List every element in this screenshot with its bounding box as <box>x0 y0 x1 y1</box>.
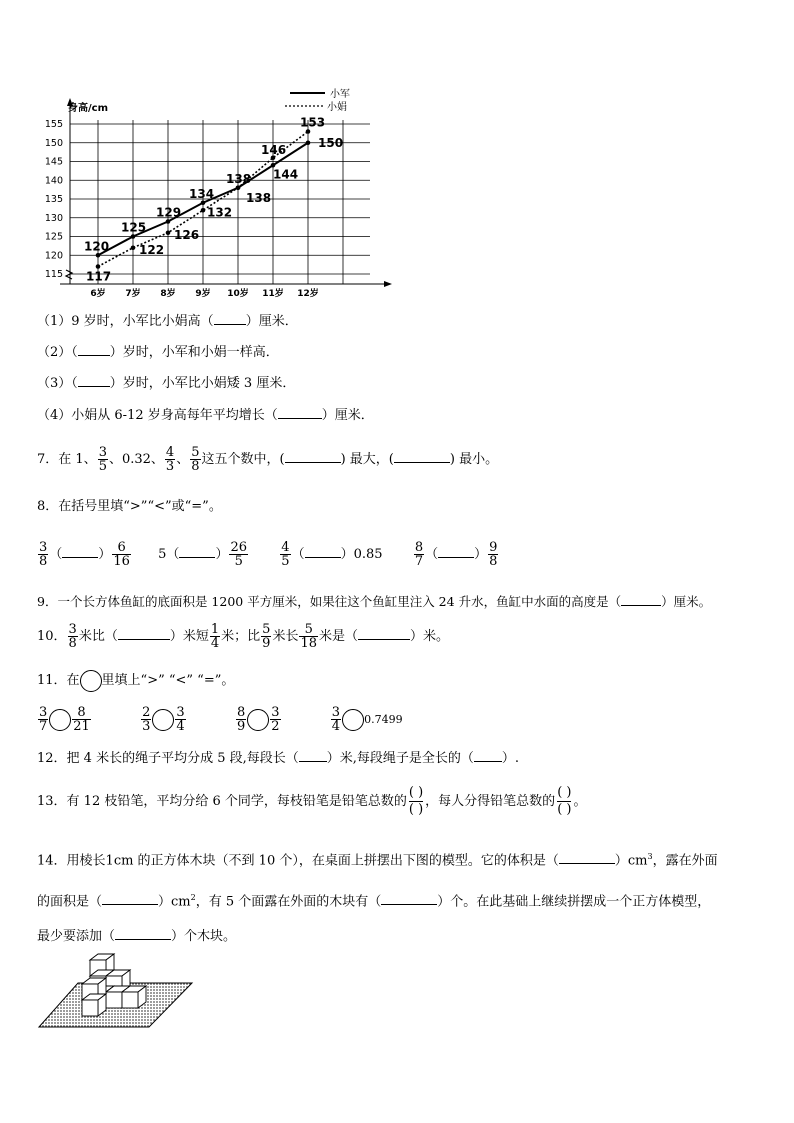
q8-3-blank[interactable] <box>305 545 341 558</box>
q9 <box>37 593 711 611</box>
data-label-series-2: 122 <box>139 242 165 257</box>
q8-1-right: $\frac{6}{16}$ <box>113 540 130 569</box>
q13-frac-blank-1[interactable]: $\frac{( )}{( )}$ <box>408 785 424 817</box>
legend-label-2: 小娟 <box>327 102 347 113</box>
q11-3-right: $\frac{3}{2}$ <box>271 705 280 734</box>
q13-frac-blank-2[interactable]: $\frac{( )}{( )}$ <box>557 785 572 817</box>
series-1-point <box>131 234 136 239</box>
data-label-series-1: 120 <box>84 239 110 254</box>
q8-2-right: $\frac{26}{5}$ <box>230 540 247 569</box>
q8-1-left: $\frac{3}{8}$ <box>39 540 48 569</box>
q8-2-blank[interactable] <box>179 545 215 558</box>
q12-c: ）. <box>501 751 520 766</box>
q6-1-blank[interactable] <box>214 312 246 325</box>
q7-frac-3: $\frac{5}{8}$ <box>191 445 200 474</box>
q6-2-blank[interactable] <box>78 343 110 356</box>
q11-title <box>37 669 234 693</box>
series-1-point <box>201 200 206 205</box>
q12-blank-1[interactable] <box>299 749 327 762</box>
q10-e: 米长 <box>272 629 299 644</box>
x-tick-label: 11岁 <box>262 289 284 299</box>
data-label-series-1: 129 <box>156 205 182 220</box>
data-label-series-2: 138 <box>246 190 272 205</box>
q10-frac-2: $\frac{1}{4}$ <box>210 622 220 651</box>
q14-blank-count[interactable] <box>381 892 437 905</box>
data-label-series-2: 117 <box>86 269 112 284</box>
q10 <box>37 617 449 657</box>
q6-4-end: ）厘米． <box>321 408 374 423</box>
q7-e: ) 最大，( <box>340 452 394 467</box>
q7-d: 这五个数中，( <box>201 452 285 467</box>
q8-4-right: $\frac{9}{8}$ <box>489 540 498 569</box>
q11-4-circle[interactable] <box>342 709 364 731</box>
q14-line-2: 的面积是（ ）$cm^2$，有 5 个面露在外面的木块有（ ）个。在此基础上继续拼摆成一个正方体模型， <box>37 893 711 910</box>
x-tick-label: 10岁 <box>227 289 249 299</box>
y-tick-label: 120 <box>44 250 63 262</box>
q11-1-right: $\frac{8}{21}$ <box>73 705 90 734</box>
data-label-series-2: 132 <box>207 205 233 220</box>
q8-items: $\frac{3}{8}$ （ ） $\frac{6}{16}$ 5（ ） $\frac{26}{5}$ $\frac{4}{5}$ （ ）0.85 $\frac{8}{7}$ （ ） $\frac{9}{8}$ <box>39 540 498 569</box>
q10-frac-4: $\frac{5}{18}$ <box>300 622 317 651</box>
q9-text: 9．一个长方体鱼缸的底面积是 1200 平方厘米，如果往这个鱼缸里注入 24 升水，鱼缸中水面的高度是（ <box>37 594 622 609</box>
q6-1-end: ）厘米． <box>245 314 298 329</box>
q6-2 <box>37 343 279 362</box>
q14-blank-volume[interactable] <box>559 851 615 864</box>
q10-blank-1[interactable] <box>118 627 170 640</box>
series-2-point <box>131 245 136 250</box>
q8-4-left: $\frac{8}{7}$ <box>414 540 424 569</box>
q7-c: 、 <box>176 452 190 467</box>
cube-model-figure <box>36 950 196 1030</box>
q10-a: 10． <box>37 629 67 644</box>
series-2-point <box>96 264 101 269</box>
q13-c: 。 <box>573 794 587 809</box>
q14-l3b: ）个木块。 <box>171 929 237 944</box>
q11-2-left: $\frac{2}{3}$ <box>142 705 151 734</box>
q11-b: 里填上“>” “<” “=”。 <box>101 673 235 688</box>
q13-b: ，每人分得铅笔总数的 <box>425 794 556 809</box>
q6-3-text: （3）（ <box>37 376 78 391</box>
q10-g: ）米。 <box>410 629 450 644</box>
series-1-point <box>166 219 171 224</box>
q8-3-left: $\frac{4}{5}$ <box>281 540 290 569</box>
x-tick-label: 12岁 <box>297 289 319 299</box>
q8-title: 8．在括号里填“>”“<”或“=”。 <box>37 499 222 514</box>
q14-l3a: 最少要添加（ <box>37 929 116 944</box>
compare-circle <box>80 670 102 692</box>
series-2-point <box>306 129 311 134</box>
q12-blank-2[interactable] <box>474 749 502 762</box>
axis-break <box>66 270 72 279</box>
y-tick-label: 130 <box>44 212 63 224</box>
q12-b: ）米,每段绳子是全长的（ <box>326 751 474 766</box>
q14-l2b: ）cm <box>158 894 191 910</box>
q7-b: 、0.32、 <box>108 452 164 467</box>
data-label-series-1: 134 <box>189 186 215 201</box>
height-line-chart <box>30 84 410 299</box>
q11-2-circle[interactable] <box>152 709 174 731</box>
q13 <box>37 780 586 824</box>
y-tick-label: 115 <box>44 269 63 280</box>
q7-frac-1: $\frac{3}{5}$ <box>98 445 107 474</box>
q11-1-circle[interactable] <box>49 709 71 731</box>
q11-3-circle[interactable] <box>247 709 269 731</box>
q11-items <box>37 700 403 740</box>
q6-2-end: ）岁时，小军和小娟一样高． <box>109 345 279 360</box>
x-axis-arrow <box>384 281 392 287</box>
q6-4 <box>37 406 374 425</box>
q6-3 <box>37 374 295 393</box>
q14-l1b: ）cm <box>614 853 648 869</box>
q10-d: 米；比 <box>221 629 261 644</box>
q8-3-right: 0.85 <box>353 547 383 562</box>
y-tick-label: 125 <box>44 231 63 243</box>
q6-3-blank[interactable] <box>78 374 110 387</box>
q7-a: 7．在 1、 <box>37 452 97 467</box>
series-2-point <box>166 230 171 235</box>
x-tick-label: 8岁 <box>160 289 176 299</box>
q14-line-3 <box>37 927 236 946</box>
q9-end: ）厘米。 <box>661 594 712 609</box>
data-label-series-2: 126 <box>174 227 200 242</box>
x-tick-label: 9岁 <box>195 289 211 299</box>
q7-frac-2: $\frac{4}{3}$ <box>165 445 175 474</box>
q10-c: ）米短 <box>169 629 209 644</box>
series-1-point <box>306 140 311 145</box>
q6-3-end: ）岁时，小军比小娟矮 3 厘米． <box>109 376 296 391</box>
q8-1-blank[interactable] <box>62 545 98 558</box>
y-axis-label: 身高/cm <box>68 103 108 114</box>
q10-b: 米比（ <box>78 629 118 644</box>
x-tick-label: 6岁 <box>90 289 106 299</box>
q7-blank-1[interactable] <box>285 450 341 463</box>
q6-4-blank[interactable] <box>278 406 322 419</box>
q14-l1c: ，露在外面 <box>652 853 718 869</box>
y-tick-label: 150 <box>44 137 63 149</box>
q7-f: ) 最小。 <box>449 452 499 467</box>
data-label-series-2: 146 <box>261 142 287 157</box>
series-2-point <box>201 208 206 213</box>
q10-frac-1: $\frac{3}{8}$ <box>68 622 77 651</box>
q8-4-blank[interactable] <box>438 545 474 558</box>
q11-a: 11．在 <box>37 673 80 688</box>
q9-blank[interactable] <box>621 593 661 606</box>
data-label-series-1: 144 <box>273 167 299 182</box>
data-label-series-1: 150 <box>318 135 344 150</box>
data-label-series-1: 125 <box>121 220 147 235</box>
q10-blank-2[interactable] <box>358 627 410 640</box>
q14-l2c: ，有 5 个面露在外面的木块有（ <box>195 894 382 910</box>
q10-f: 米是（ <box>319 629 359 644</box>
series-2-point <box>236 185 241 190</box>
series-1-point <box>96 253 101 258</box>
y-tick-label: 145 <box>44 156 63 168</box>
q11-1-left: $\frac{3}{7}$ <box>39 705 48 734</box>
q11-4-left: $\frac{3}{4}$ <box>331 705 341 734</box>
q11-2-right: $\frac{3}{4}$ <box>176 705 185 734</box>
x-tick-label: 7岁 <box>125 289 141 299</box>
y-tick-label: 155 <box>44 119 63 130</box>
q11-3-left: $\frac{8}{9}$ <box>236 705 246 734</box>
q6-1 <box>37 312 298 331</box>
q14-blank-area[interactable] <box>102 892 158 905</box>
q6-1-text: （1）9 岁时，小军比小娟高（ <box>37 314 214 329</box>
q14-line-1: 14．用棱长1cm 的正方体木块（不到 10 个），在桌面上拼摆出下图的模型。它的体积是（ ）$cm^3$，露在外面 <box>37 852 718 869</box>
q7-blank-2[interactable] <box>394 450 450 463</box>
q7 <box>37 440 498 480</box>
cube-block <box>82 994 106 1016</box>
q8-2-left: 5 <box>158 547 167 562</box>
q10-frac-3: $\frac{5}{9}$ <box>262 622 271 651</box>
q12 <box>37 749 519 768</box>
data-label-series-1: 138 <box>226 171 252 186</box>
cube-block <box>122 986 146 1008</box>
legend-label-1: 小军 <box>330 89 350 100</box>
q6-4-text: （4）小娟从 6-12 岁身高每年平均增长（ <box>37 408 278 423</box>
q6-2-text: （2）（ <box>37 345 78 360</box>
q14-l1a: 14．用棱长1cm 的正方体木块（不到 10 个），在桌面上拼摆出下图的模型。它的体积是（ <box>37 853 559 869</box>
q12-a: 12．把 4 米长的绳子平均分成 5 段,每段长（ <box>37 751 299 766</box>
q11-4-right: 0.7499 <box>364 713 403 726</box>
data-label-series-2: 153 <box>300 115 326 130</box>
y-tick-label: 135 <box>44 194 63 205</box>
q14-l2a: 的面积是（ <box>37 894 103 910</box>
q14-blank-add[interactable] <box>115 927 171 940</box>
q13-a: 13．有 12 枝铅笔，平均分给 6 个同学，每枝铅笔是铅笔总数的 <box>37 794 407 809</box>
q14-l2d: ）个。在此基础上继续拼摆成一个正方体模型， <box>437 894 711 910</box>
y-tick-label: 140 <box>44 175 63 187</box>
